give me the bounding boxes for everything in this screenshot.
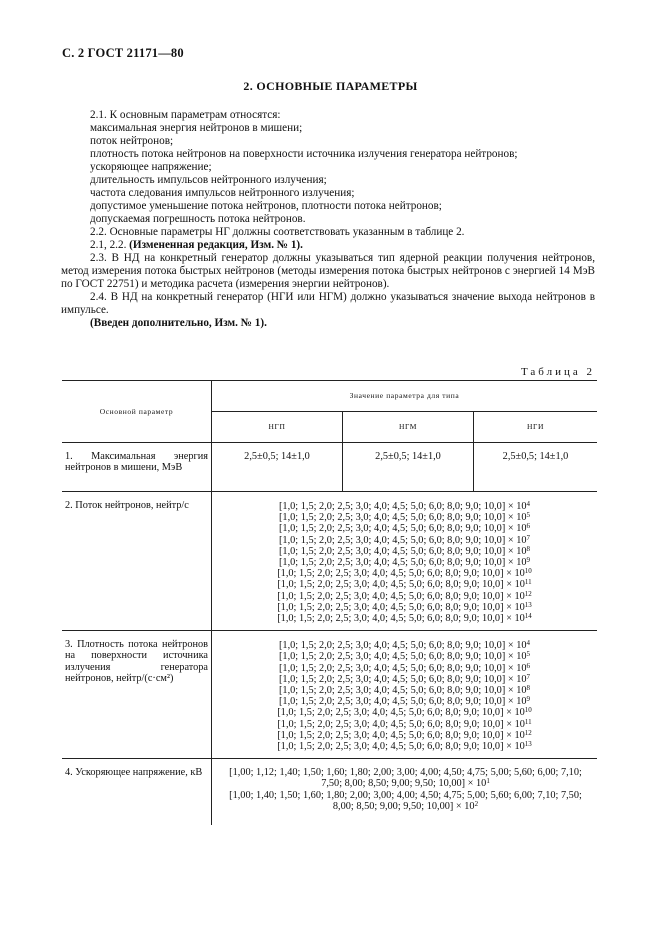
series-exponent: 10	[524, 567, 532, 576]
series-exponent: 11	[524, 717, 532, 726]
series-exponent: 12	[524, 728, 532, 737]
param-cell: 2. Поток нейтронов, нейтр/с	[62, 492, 212, 631]
col-header-type: НГП	[212, 412, 343, 443]
page-header: С. 2 ГОСТ 21171—80	[62, 46, 184, 60]
series-text: [1,0; 1,5; 2,0; 2,5; 3,0; 4,0; 4,5; 5,0; 6,0; 8,0; 9,0; 10,0] × 10	[277, 729, 525, 741]
paragraph-2-4: 2.4. В НД на конкретный генератор (НГИ или НГМ) должно указываться значение выхода нейтронов в импульсе.	[61, 291, 595, 316]
series-text: [1,0; 1,5; 2,0; 2,5; 3,0; 4,0; 4,5; 5,0; 6,0; 8,0; 9,0; 10,0] × 10	[279, 673, 527, 685]
table-caption: Таблица 2	[520, 366, 595, 378]
series-text: [1,0; 1,5; 2,0; 2,5; 3,0; 4,0; 4,5; 5,0; 6,0; 8,0; 9,0; 10,0] × 10	[279, 640, 527, 652]
paragraph-2-3: 2.3. В НД на конкретный генератор должны указываться тип ядерной реакции получения нейтронов, метод измерения потока быстрых нейтронов (методы измерения потока быстрых нейтронов с энергией 14 МэВ по ГОСТ 22751) и методика расчета (измерения энергии нейтронов).	[61, 252, 595, 290]
series-text: [1,0; 1,5; 2,0; 2,5; 3,0; 4,0; 4,5; 5,0; 6,0; 8,0; 9,0; 10,0] × 10	[279, 651, 527, 663]
amendment-bold: (Измененная редакция, Изм. № 1).	[129, 239, 303, 251]
series-text: [1,0; 1,5; 2,0; 2,5; 3,0; 4,0; 4,5; 5,0; 6,0; 8,0; 9,0; 10,0] × 10	[279, 501, 527, 512]
series-line	[214, 685, 595, 696]
series-line	[214, 741, 595, 752]
paragraph: 2.2. Основные параметры НГ должны соответствовать указанным в таблице 2.	[90, 226, 465, 238]
series-line	[214, 707, 595, 718]
series-text: [1,0; 1,5; 2,0; 2,5; 3,0; 4,0; 4,5; 5,0; 6,0; 8,0; 9,0; 10,0] × 10	[279, 523, 527, 535]
series-text: [1,0; 1,5; 2,0; 2,5; 3,0; 4,0; 4,5; 5,0; 6,0; 8,0; 9,0; 10,0] × 10	[277, 718, 525, 730]
body-text	[61, 109, 595, 330]
series-text: [1,0; 1,5; 2,0; 2,5; 3,0; 4,0; 4,5; 5,0; 6,0; 8,0; 9,0; 10,0] × 10	[277, 613, 525, 625]
series-line	[214, 640, 595, 651]
col-header-group: Значение параметра для типа	[212, 381, 598, 412]
series-line	[214, 546, 595, 557]
series-text: [1,00; 1,40; 1,50; 1,60; 1,80; 2,00; 3,00; 4,00; 4,50; 4,75; 5,00; 5,60; 6,00; 7,10; 7,50; 8,00; 8,50; 9,00; 9,50; 10,00] × 10	[229, 789, 582, 812]
series-exponent: 14	[524, 612, 532, 621]
value-cell	[212, 631, 598, 759]
parameters-table	[62, 380, 597, 825]
series-line	[214, 579, 595, 590]
series-line	[214, 674, 595, 685]
series-exponent: 13	[524, 600, 532, 609]
amendment-note	[90, 239, 595, 252]
series-exponent: 6	[526, 661, 530, 670]
series-text: [1,0; 1,5; 2,0; 2,5; 3,0; 4,0; 4,5; 5,0; 6,0; 8,0; 9,0; 10,0] × 10	[279, 512, 527, 524]
series-line	[214, 501, 595, 512]
series-text: [1,0; 1,5; 2,0; 2,5; 3,0; 4,0; 4,5; 5,0; 6,0; 8,0; 9,0; 10,0] × 10	[277, 601, 525, 613]
series-text: [1,0; 1,5; 2,0; 2,5; 3,0; 4,0; 4,5; 5,0; 6,0; 8,0; 9,0; 10,0] × 10	[277, 707, 525, 719]
series-exponent: 11	[524, 578, 532, 587]
series-text: [1,0; 1,5; 2,0; 2,5; 3,0; 4,0; 4,5; 5,0; 6,0; 8,0; 9,0; 10,0] × 10	[277, 568, 525, 580]
series-text: [1,0; 1,5; 2,0; 2,5; 3,0; 4,0; 4,5; 5,0; 6,0; 8,0; 9,0; 10,0] × 10	[279, 545, 527, 557]
series-text: [1,0; 1,5; 2,0; 2,5; 3,0; 4,0; 4,5; 5,0; 6,0; 8,0; 9,0; 10,0] × 10	[279, 696, 527, 708]
series-exponent: 12	[524, 589, 532, 598]
series-exponent: 4	[526, 500, 530, 508]
series-line	[214, 591, 595, 602]
series-line	[214, 512, 595, 523]
paragraph: длительность импульсов нейтронного излучения;	[90, 174, 327, 186]
series-exponent: 13	[524, 740, 532, 749]
series-text: [1,0; 1,5; 2,0; 2,5; 3,0; 4,0; 4,5; 5,0; 6,0; 8,0; 9,0; 10,0] × 10	[277, 741, 525, 753]
series-exponent: 6	[526, 522, 530, 531]
paragraph: поток нейтронов;	[90, 135, 174, 147]
paragraph: ускоряющее напряжение;	[90, 161, 212, 173]
section-title: 2. ОСНОВНЫЕ ПАРАМЕТРЫ	[243, 79, 418, 93]
series-exponent: 2	[474, 799, 479, 808]
col-header-parameter: Основной параметр	[62, 381, 212, 443]
amendment-prefix: 2.1, 2.2.	[90, 239, 127, 251]
series-line	[214, 730, 595, 741]
series-exponent: 8	[526, 684, 530, 693]
series-line	[214, 651, 595, 662]
paragraph: 2.1. К основным параметрам относятся:	[90, 109, 281, 121]
col-header-type: НГМ	[343, 412, 474, 443]
voltage-series	[218, 790, 593, 812]
series-exponent: 8	[526, 544, 530, 553]
value-cell: 2,5±0,5; 14±1,0	[502, 451, 569, 462]
series-exponent: 7	[526, 533, 530, 542]
value-cell: 2,5±0,5; 14±1,0	[212, 443, 343, 492]
param-cell: 4. Ускоряющее напряжение, кВ	[62, 759, 212, 826]
series-exponent: 5	[526, 650, 530, 659]
series-text: [1,0; 1,5; 2,0; 2,5; 3,0; 4,0; 4,5; 5,0; 6,0; 8,0; 9,0; 10,0] × 10	[279, 662, 527, 674]
paragraph: допускаемая погрешность потока нейтронов.	[90, 213, 306, 225]
series-exponent: 10	[524, 706, 532, 715]
paragraph: плотность потока нейтронов на поверхности источника излучения генератора нейтронов;	[90, 148, 518, 160]
series-text: [1,0; 1,5; 2,0; 2,5; 3,0; 4,0; 4,5; 5,0; 6,0; 8,0; 9,0; 10,0] × 10	[279, 557, 527, 569]
col-header-type: НГИ	[474, 412, 598, 443]
series-line	[214, 663, 595, 674]
series-line	[214, 696, 595, 707]
amendment-bold: (Введен дополнительно, Изм. № 1).	[90, 317, 267, 329]
series-text: [1,0; 1,5; 2,0; 2,5; 3,0; 4,0; 4,5; 5,0; 6,0; 8,0; 9,0; 10,0] × 10	[277, 579, 525, 591]
series-line	[214, 523, 595, 534]
paragraph: допустимое уменьшение потока нейтронов, плотности потока нейтронов;	[90, 200, 442, 212]
series-text: [1,00; 1,12; 1,40; 1,50; 1,60; 1,80; 2,00; 3,00; 4,00; 4,50; 4,75; 5,00; 5,60; 6,00; 7,10; 7,50; 8,00; 8,50; 9,00; 9,50; 10,00] × 10	[229, 767, 582, 790]
series-exponent: 9	[526, 695, 530, 704]
series-line	[214, 557, 595, 568]
value-cell	[212, 759, 598, 826]
value-cell	[212, 492, 598, 631]
amendment-note	[90, 317, 595, 330]
series-line	[214, 568, 595, 579]
series-exponent: 7	[526, 672, 530, 681]
series-line	[214, 719, 595, 730]
series-exponent: 5	[526, 511, 530, 520]
series-text: [1,0; 1,5; 2,0; 2,5; 3,0; 4,0; 4,5; 5,0; 6,0; 8,0; 9,0; 10,0] × 10	[279, 534, 527, 546]
series-exponent: 4	[526, 639, 530, 648]
series-exponent: 1	[486, 777, 490, 786]
paragraph: частота следования импульсов нейтронного излучения;	[90, 187, 355, 199]
series-line	[214, 602, 595, 613]
series-text: [1,0; 1,5; 2,0; 2,5; 3,0; 4,0; 4,5; 5,0; 6,0; 8,0; 9,0; 10,0] × 10	[277, 590, 525, 602]
series-exponent: 9	[526, 556, 530, 565]
series-line	[214, 535, 595, 546]
paragraph: максимальная энергия нейтронов в мишени;	[90, 122, 303, 134]
param-cell: 1. Максимальная энергия нейтронов в мишени, МэВ	[62, 443, 212, 492]
series-text: [1,0; 1,5; 2,0; 2,5; 3,0; 4,0; 4,5; 5,0; 6,0; 8,0; 9,0; 10,0] × 10	[279, 685, 527, 697]
series-line	[214, 613, 595, 624]
voltage-series	[218, 767, 593, 789]
param-cell: 3. Плотность потока нейтронов на поверхности источника излучения генератора нейтронов, нейтр/(с·см²)	[62, 631, 212, 759]
value-cell: 2,5±0,5; 14±1,0	[343, 443, 474, 492]
